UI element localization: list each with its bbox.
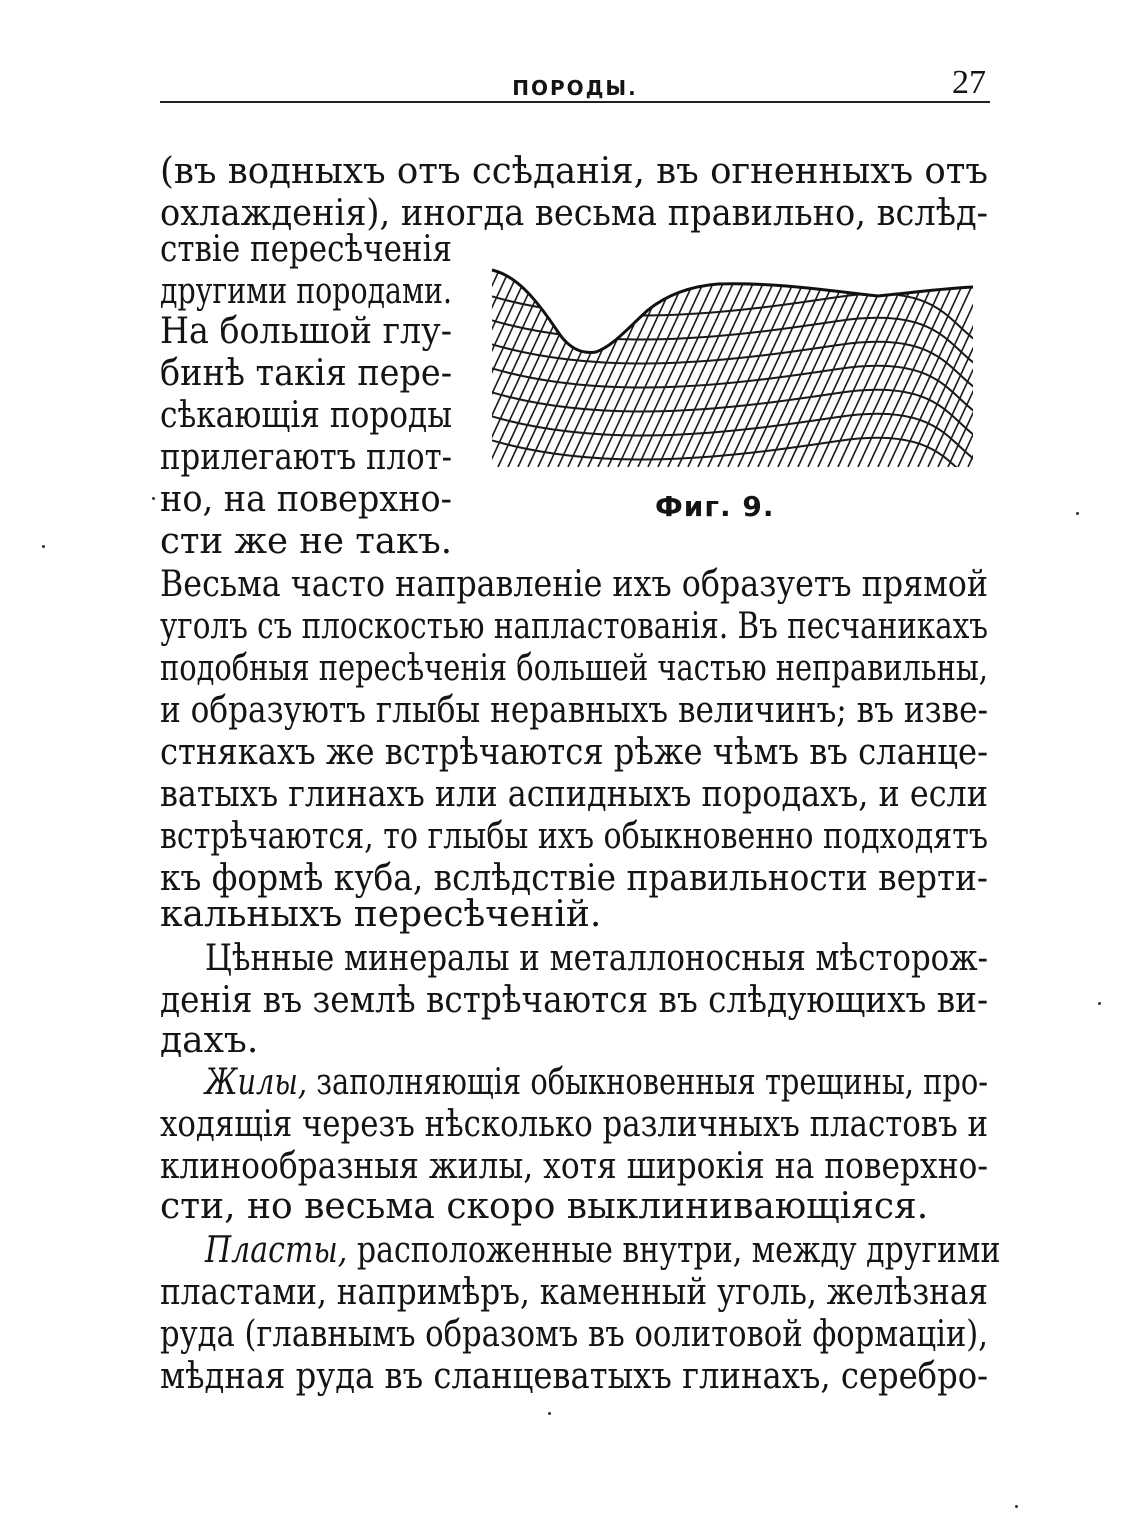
- text-line: Весьма часто направленіе ихъ образуетъ прямой: [160, 564, 989, 605]
- text-line: Цѣнные минералы и металлоносныя мѣсторож-: [205, 938, 988, 979]
- text-span: заполняющія обыкновенныя трещины, про-: [307, 1062, 989, 1103]
- text-line: бинѣ такія пере-: [160, 353, 453, 394]
- figure-caption: Фиг. 9.: [655, 490, 775, 523]
- text-line: и образуютъ глыбы неравныхъ величинъ; въ изве-: [160, 690, 989, 731]
- running-title: ПОРОДЫ.: [512, 76, 638, 100]
- text-line: другими породами.: [160, 271, 453, 312]
- text-line: [205, 1229, 1001, 1273]
- text-line: прилегаютъ плот-: [160, 437, 453, 478]
- scan-speck: [1076, 512, 1079, 515]
- text-line: мѣдная руда въ сланцеватыхъ глинахъ, серебро-: [160, 1356, 989, 1397]
- text-line: стнякахъ же встрѣчаются рѣже чѣмъ въ сланце-: [160, 732, 988, 773]
- header-rule: [160, 101, 990, 103]
- scan-speck: [1098, 1002, 1101, 1005]
- text-line: денія въ землѣ встрѣчаются въ слѣдующихъ ви-: [160, 980, 989, 1021]
- text-line: ствіе пересѣченія: [160, 229, 452, 270]
- scan-speck: [548, 1412, 551, 1415]
- scan-speck: [152, 497, 155, 500]
- italic-term: Жилы,: [205, 1062, 308, 1103]
- text-line: руда (главнымъ образомъ въ оолитовой формаціи),: [160, 1314, 988, 1355]
- text-line: кальныхъ пересѣченій.: [160, 894, 602, 935]
- text-span: расположенные внутри, между другими: [347, 1230, 1001, 1271]
- scan-speck: [42, 545, 45, 548]
- stratified-rock-cross-section-icon: [478, 262, 978, 472]
- text-line: подобныя пересѣченія большей частью неправильны,: [160, 648, 988, 689]
- italic-term: Пласты,: [205, 1230, 348, 1271]
- text-line: [205, 1061, 988, 1105]
- text-line: встрѣчаются, то глыбы ихъ обыкновенно подходятъ: [160, 816, 988, 857]
- text-line: уголъ съ плоскостью напластованія. Въ песчаникахъ: [160, 606, 989, 647]
- text-line: сти же не такъ.: [160, 521, 453, 562]
- scan-speck: [1015, 1505, 1018, 1508]
- text-line: сти, но весьма скоро выклинивающіяся.: [160, 1186, 929, 1227]
- text-line: ходящія черезъ нѣсколько различныхъ пластовъ и: [160, 1104, 989, 1145]
- text-line: но, на поверхно-: [160, 479, 452, 520]
- text-line: пластами, напримѣръ, каменный уголь, желѣзная: [160, 1272, 989, 1313]
- page-number: 27: [952, 64, 986, 101]
- text-line: ватыхъ глинахъ или аспидныхъ породахъ, и если: [160, 774, 989, 815]
- text-line: клинообразныя жилы, хотя широкія на поверхно-: [160, 1146, 988, 1187]
- text-line: охлажденія), иногда весьма правильно, вслѣд-: [160, 193, 989, 234]
- text-line: дахъ.: [160, 1020, 259, 1061]
- text-line: сѣкающія породы: [160, 395, 452, 436]
- figure-9-rock-strata-illustration: [478, 262, 978, 472]
- text-line: На большой глу-: [160, 311, 453, 352]
- running-head: [160, 60, 990, 104]
- text-line: къ формѣ куба, вслѣдствіе правильности верти-: [160, 858, 989, 899]
- text-line: (въ водныхъ отъ ссѣданія, въ огненныхъ отъ: [160, 151, 989, 192]
